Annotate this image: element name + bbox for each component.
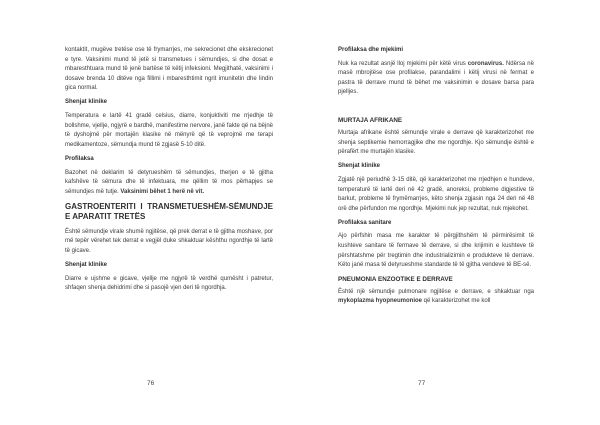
heading-murtaja-afrikane: MURTAJA AFRIKANE	[338, 117, 403, 125]
section-gap	[338, 102, 534, 116]
heading-pneumonia: PNEUMONIA ENZOOTIKE E DERRAVE	[338, 276, 453, 284]
sanitare-paragraph: Ajo përfshin masa me karakter të përgjithshëm të përmirësimit të kushteve sanitare të fermave të derrave, si dhe krijimin e kushteve të përshtatshme për tregtimin dhe industrializimin e produkteve të derrave. Këto janë masa të detyrueshme standarde të të gjitha vendeve të BE-së.	[338, 233, 534, 269]
heading-profilaksa-mjekimi: Profilaksa dhe mjekimi	[338, 47, 404, 53]
heading-profilaksa: Profilaksa	[65, 155, 94, 162]
page-number-right: 77	[418, 380, 426, 387]
profilaksa-mjekimi-paragraph	[338, 60, 534, 98]
heading-shenjat-klinike-3: Shenjat klinike	[338, 163, 381, 170]
heading-shenjat-klinike-2: Shenjat klinike	[65, 262, 108, 269]
heading-shenjat-klinike-1: Shenjat klinike	[65, 99, 108, 106]
pneumonia-text: Është një sëmundje pulmonare ngjitëse e derrave, e shkaktuar nga	[338, 288, 534, 295]
gastroenteriti-paragraph: Është sëmundje virale shumë ngjitëse, që prek derrat e të gjitha moshave, por më tepër vërehet tek derrat e vegjël duke shkaktuar kështhu ngordhje të lartë të gicave.	[65, 228, 273, 254]
pneumonia-paragraph	[338, 288, 534, 307]
murtaja-paragraph: Murtaja afrikane është sëmundje virale e derrave që karakterizohet me shenja septikemie hemorragjike dhe me ngordhje. Kjo sëmundje është e përafërt me murtajën klasike.	[338, 130, 534, 156]
shenjat-klinike-paragraph-2: Diarre e ujshme e gicave, vjellje me ngjyrë të verdhë qumësht i patretur, shfaqen shenja dehidrimi dhe si pasojë vjen deri të ngordhja.	[65, 275, 273, 292]
heading-profilaksa-sanitare: Profilaksa sanitare	[338, 219, 392, 226]
profilaksa-bold-text: Vaksinimi bëhet 1 herë në vit.	[120, 188, 205, 195]
intro-paragraph: kontaktit, mugëve tretëse ose të frymarrjes, me sekrecionet dhe ekskrecionet e tyre. Vaksinimi mund të jetë si transmetues i sëmundjes, si dhe dosat e mbaresthtuara mund të jenë bartëse të këtij infeksioni. Megjithatë, vaksinimi i dosave brenda 10 ditëve nga fillimi i mbaresthtimit ngrit imunitetin dhe lindin gica normal.	[65, 47, 273, 92]
shenjat-klinike-paragraph-3: Zgjatë një periudhë 3-15 ditë, që karakterizohet me rrjedhjen e hundeve, temperaturë të lartë deri në 42 gradë, anoreksi, probleme digjestive të barkut, probleme të frymëmarrjes, këto shenja zgjasin nga 24 deri në 48 orë dhe përfundon me ngordhje. Mjekimi nuk jep rezultat, nuk mjekohet.	[338, 176, 534, 212]
profilaksa-paragraph	[65, 169, 273, 198]
pneumonia-text-cont: që karakterizohet me koll	[422, 298, 491, 305]
heading-gastroenteriti: GASTROENTERITI I TRANSMETUESHËM-SËMUNDJE E APARATIT TRETËS	[65, 201, 273, 222]
shenjat-klinike-paragraph-1: Temperatura e lartë 41 gradë celsius, diarre, konjuktiviti me rrjedhje të bollshme, vjellje, ngjyrë e bardhë, manifestime nervore, janë fakte që na bëjnë të dyshojmë për mortajën klasike në mënyrë që të veprojmë me terapi medikamentoze, sëmundja mund të zgjasë 5-10 ditë.	[65, 113, 273, 148]
profilaksa-mjekimi-text: Nuk ka rezultat asnjë lloj mjekimi për këtë virus	[338, 60, 468, 67]
profilaksa-text: Bazohet në deklarim të detyrueshëm të sëmundjes, therjen e të gjitha kafshëve të sëmura dhe të infektuara, me qëllim të mos përhapjes se sëmundjes më tutje.	[65, 169, 273, 195]
profilaksa-mjekimi-text-cont: Ndërsa në masë mbrojtëse ose profilakse, parandalimi i këtij virusi në fermat e pastra të derrave mund të bëhet me vaksinimin e dosave barsa para pjelljes.	[338, 60, 534, 96]
coronavirus-bold-text: coronavirus.	[467, 60, 504, 67]
mykoplazma-bold-text: mykoplazma hyopneumonioe	[338, 298, 423, 305]
page-number-left: 76	[147, 380, 155, 387]
right-page	[300, 0, 600, 425]
